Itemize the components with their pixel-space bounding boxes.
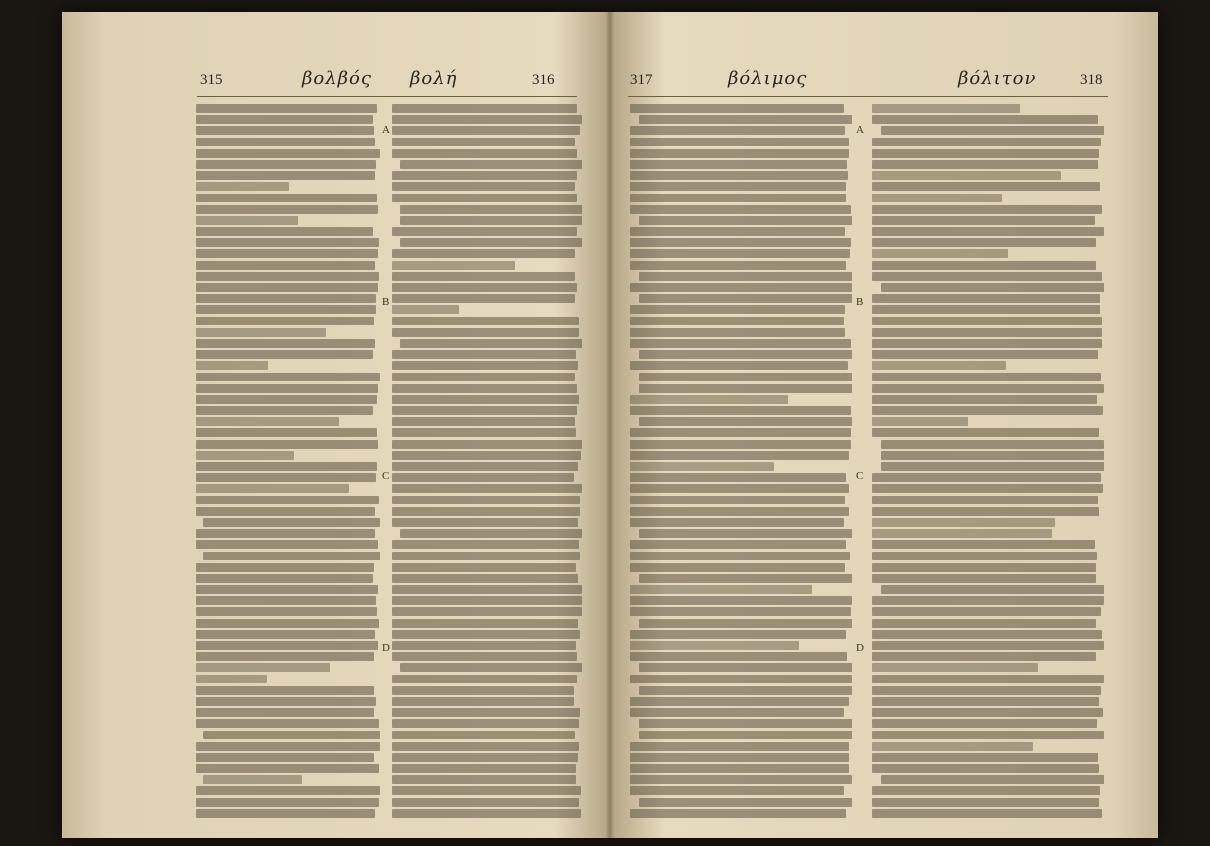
text-line xyxy=(196,596,376,605)
text-line xyxy=(392,149,577,158)
text-line xyxy=(630,406,851,415)
text-line xyxy=(872,473,1101,482)
text-line xyxy=(203,552,380,561)
headword: βόλιμος xyxy=(728,68,808,89)
text-line xyxy=(196,272,379,281)
text-line xyxy=(639,216,852,225)
text-line xyxy=(630,753,849,762)
text-line xyxy=(872,373,1101,382)
text-line xyxy=(392,227,577,236)
text-line xyxy=(630,462,774,471)
text-line xyxy=(196,294,376,303)
text-line xyxy=(392,574,578,583)
text-line xyxy=(630,473,846,482)
text-line xyxy=(196,283,378,292)
text-line xyxy=(630,428,851,437)
text-line xyxy=(196,809,375,818)
text-line xyxy=(196,507,375,516)
text-line xyxy=(630,652,847,661)
text-line xyxy=(196,384,378,393)
text-line xyxy=(196,719,379,728)
text-line xyxy=(196,663,330,672)
text-line xyxy=(872,417,968,426)
text-line xyxy=(872,305,1100,314)
text-line xyxy=(392,719,579,728)
text-line xyxy=(392,373,575,382)
text-line xyxy=(400,339,582,348)
column-marker: B xyxy=(856,296,864,308)
text-line xyxy=(872,216,1095,225)
text-line xyxy=(630,697,849,706)
text-line xyxy=(196,182,289,191)
column-marker: C xyxy=(382,470,390,482)
text-line xyxy=(872,317,1102,326)
text-line xyxy=(872,663,1038,672)
text-line xyxy=(196,630,375,639)
text-line xyxy=(392,126,580,135)
text-line xyxy=(196,104,377,113)
text-line xyxy=(196,484,349,493)
text-line xyxy=(392,115,582,124)
text-line xyxy=(392,675,577,684)
text-line xyxy=(196,742,380,751)
text-line xyxy=(630,775,852,784)
text-line xyxy=(196,574,373,583)
text-line xyxy=(639,619,852,628)
text-line xyxy=(392,809,581,818)
text-line xyxy=(196,798,379,807)
text-line xyxy=(630,507,849,516)
text-line xyxy=(400,160,582,169)
headword: βολβός xyxy=(302,68,372,89)
text-line xyxy=(630,261,846,270)
text-line xyxy=(630,361,848,370)
text-line xyxy=(392,283,577,292)
text-line xyxy=(630,283,852,292)
left-page xyxy=(62,12,602,838)
text-line xyxy=(872,619,1096,628)
text-line xyxy=(392,428,576,437)
text-line xyxy=(392,462,578,471)
text-line xyxy=(630,518,844,527)
text-line xyxy=(392,328,579,337)
text-line xyxy=(872,496,1098,505)
text-line xyxy=(392,384,577,393)
text-line xyxy=(196,227,373,236)
text-line xyxy=(392,753,578,762)
text-line xyxy=(630,182,846,191)
text-line xyxy=(630,395,788,404)
text-line xyxy=(196,339,375,348)
text-line xyxy=(392,104,577,113)
text-line xyxy=(392,350,576,359)
text-line xyxy=(630,540,846,549)
text-line xyxy=(392,294,575,303)
open-book xyxy=(62,12,1158,838)
text-line xyxy=(881,283,1104,292)
text-line xyxy=(630,339,851,348)
text-line xyxy=(392,473,574,482)
text-line xyxy=(392,507,580,516)
text-line xyxy=(872,518,1055,527)
text-line xyxy=(872,540,1095,549)
text-line xyxy=(872,719,1097,728)
text-line xyxy=(196,428,377,437)
text-column-left xyxy=(630,104,852,818)
text-line xyxy=(630,630,846,639)
text-line xyxy=(392,607,582,616)
text-line xyxy=(630,205,851,214)
text-line xyxy=(392,563,576,572)
text-line xyxy=(392,540,579,549)
text-line xyxy=(639,686,852,695)
text-line xyxy=(196,529,375,538)
text-line xyxy=(630,607,851,616)
text-line xyxy=(872,607,1101,616)
text-line xyxy=(392,518,578,527)
text-line xyxy=(630,708,844,717)
text-line xyxy=(872,205,1102,214)
text-line xyxy=(639,719,852,728)
text-line xyxy=(196,406,373,415)
text-line xyxy=(872,384,1104,393)
text-line xyxy=(196,238,379,247)
text-line xyxy=(872,529,1052,538)
text-line xyxy=(630,317,844,326)
text-column-right xyxy=(392,104,582,818)
text-line xyxy=(872,675,1104,684)
text-line xyxy=(392,406,577,415)
header-rule xyxy=(197,96,577,97)
text-line xyxy=(630,552,850,561)
text-line xyxy=(639,798,852,807)
text-line xyxy=(872,149,1099,158)
text-line xyxy=(872,630,1102,639)
text-line xyxy=(392,731,575,740)
text-line xyxy=(196,115,373,124)
column-marker: A xyxy=(382,124,390,136)
text-line xyxy=(392,261,515,270)
text-line xyxy=(872,194,1002,203)
text-line xyxy=(392,596,582,605)
text-line xyxy=(392,496,580,505)
text-line xyxy=(196,473,376,482)
text-line xyxy=(196,417,339,426)
text-line xyxy=(881,451,1104,460)
text-line xyxy=(630,305,845,314)
text-line xyxy=(881,775,1104,784)
text-line xyxy=(872,753,1098,762)
text-line xyxy=(630,764,849,773)
text-line xyxy=(400,663,582,672)
text-line xyxy=(196,350,373,359)
text-line xyxy=(639,384,852,393)
text-line xyxy=(196,686,374,695)
text-line xyxy=(630,496,845,505)
text-line xyxy=(196,194,377,203)
text-line xyxy=(392,798,579,807)
text-line xyxy=(400,216,582,225)
text-line xyxy=(400,238,582,247)
text-line xyxy=(392,686,574,695)
text-line xyxy=(203,731,380,740)
text-line xyxy=(196,585,378,594)
text-line xyxy=(872,160,1098,169)
text-line xyxy=(639,574,852,583)
text-line xyxy=(203,775,302,784)
text-line xyxy=(872,742,1033,751)
text-line xyxy=(196,652,374,661)
text-line xyxy=(392,417,575,426)
text-line xyxy=(872,484,1103,493)
text-line xyxy=(872,552,1097,561)
text-line xyxy=(196,126,374,135)
text-line xyxy=(872,249,1008,258)
text-line xyxy=(400,205,582,214)
text-line xyxy=(196,708,374,717)
page-number: 317 xyxy=(630,72,653,88)
headword: βολή xyxy=(410,68,458,89)
column-marker: A xyxy=(856,124,864,136)
text-line xyxy=(400,529,582,538)
text-line xyxy=(196,619,379,628)
text-line xyxy=(881,585,1104,594)
text-line xyxy=(392,786,581,795)
column-marker: B xyxy=(382,296,390,308)
text-line xyxy=(872,786,1100,795)
text-line xyxy=(392,194,577,203)
text-line xyxy=(630,104,844,113)
text-line xyxy=(196,395,377,404)
page-number: 316 xyxy=(532,72,555,88)
text-line xyxy=(392,630,580,639)
text-line xyxy=(872,272,1102,281)
text-line xyxy=(872,227,1104,236)
text-line xyxy=(639,350,852,359)
text-line xyxy=(872,563,1096,572)
text-line xyxy=(639,417,852,426)
column-marker: C xyxy=(856,470,864,482)
text-line xyxy=(872,641,1104,650)
text-line xyxy=(196,138,375,147)
text-line xyxy=(872,731,1104,740)
text-line xyxy=(630,563,845,572)
text-line xyxy=(872,104,1020,113)
text-line xyxy=(196,149,380,158)
text-line xyxy=(196,440,378,449)
text-line xyxy=(630,675,852,684)
text-line xyxy=(872,809,1102,818)
text-line xyxy=(630,440,851,449)
right-page xyxy=(618,12,1158,838)
text-line xyxy=(392,697,574,706)
page-number: 315 xyxy=(200,72,223,88)
right-page-header xyxy=(618,68,1158,96)
text-line xyxy=(392,764,576,773)
text-line xyxy=(630,641,799,650)
text-line xyxy=(392,708,580,717)
text-line xyxy=(872,428,1099,437)
text-line xyxy=(630,484,849,493)
text-line xyxy=(392,171,577,180)
text-line xyxy=(872,686,1101,695)
text-line xyxy=(392,641,576,650)
text-line xyxy=(881,462,1104,471)
text-line xyxy=(630,249,850,258)
text-line xyxy=(630,126,845,135)
text-line xyxy=(196,361,268,370)
text-line xyxy=(639,373,852,382)
text-line xyxy=(392,652,577,661)
text-line xyxy=(196,462,377,471)
text-line xyxy=(196,675,267,684)
left-page-header xyxy=(62,68,602,96)
text-line xyxy=(196,305,376,314)
text-column-right xyxy=(872,104,1104,818)
text-line xyxy=(196,607,377,616)
text-line xyxy=(639,294,852,303)
text-line xyxy=(196,373,380,382)
text-line xyxy=(630,451,849,460)
text-line xyxy=(392,395,579,404)
text-line xyxy=(196,764,379,773)
text-line xyxy=(392,585,582,594)
text-line xyxy=(196,317,374,326)
text-line xyxy=(881,126,1104,135)
text-line xyxy=(872,798,1099,807)
text-line xyxy=(196,641,378,650)
text-line xyxy=(872,697,1099,706)
text-line xyxy=(872,182,1100,191)
text-line xyxy=(196,160,376,169)
text-line xyxy=(196,697,376,706)
text-line xyxy=(196,786,380,795)
text-line xyxy=(872,261,1096,270)
text-line xyxy=(630,585,812,594)
text-line xyxy=(630,149,849,158)
text-line xyxy=(872,339,1102,348)
text-line xyxy=(392,552,580,561)
text-line xyxy=(392,484,582,493)
text-line xyxy=(196,540,378,549)
text-line xyxy=(392,440,582,449)
text-line xyxy=(639,663,852,672)
text-line xyxy=(196,261,375,270)
text-line xyxy=(872,406,1103,415)
text-line xyxy=(196,216,298,225)
text-line xyxy=(639,115,852,124)
page-number: 318 xyxy=(1080,72,1103,88)
text-line xyxy=(392,138,575,147)
text-line xyxy=(630,742,849,751)
text-line xyxy=(196,249,378,258)
text-line xyxy=(872,764,1099,773)
text-line xyxy=(392,317,579,326)
text-line xyxy=(630,138,849,147)
text-line xyxy=(639,272,852,281)
text-line xyxy=(872,350,1098,359)
text-column-left xyxy=(196,104,380,818)
text-line xyxy=(630,328,845,337)
text-line xyxy=(630,227,845,236)
column-marker: D xyxy=(382,642,390,654)
text-line xyxy=(392,451,581,460)
text-line xyxy=(872,328,1102,337)
headword: βόλιτον xyxy=(958,68,1037,89)
text-line xyxy=(872,361,1006,370)
text-line xyxy=(872,652,1096,661)
text-line xyxy=(196,328,326,337)
text-line xyxy=(392,182,575,191)
text-line xyxy=(196,205,378,214)
text-line xyxy=(630,238,851,247)
text-line xyxy=(639,529,852,538)
header-rule xyxy=(628,96,1108,97)
text-line xyxy=(630,809,846,818)
text-line xyxy=(392,272,575,281)
text-line xyxy=(196,496,379,505)
text-line xyxy=(196,451,294,460)
text-line xyxy=(872,294,1100,303)
text-line xyxy=(639,731,852,740)
text-line xyxy=(872,138,1101,147)
text-line xyxy=(630,596,852,605)
text-line xyxy=(872,596,1104,605)
text-line xyxy=(392,249,575,258)
text-line xyxy=(872,395,1097,404)
text-line xyxy=(872,115,1098,124)
text-line xyxy=(872,238,1096,247)
text-line xyxy=(881,440,1104,449)
text-line xyxy=(392,775,576,784)
column-marker: D xyxy=(856,642,864,654)
text-line xyxy=(196,171,375,180)
text-line xyxy=(196,563,374,572)
text-line xyxy=(630,160,847,169)
text-line xyxy=(630,786,844,795)
text-line xyxy=(196,753,374,762)
text-line xyxy=(872,507,1099,516)
text-line xyxy=(392,619,578,628)
text-line xyxy=(630,194,846,203)
text-line xyxy=(872,574,1096,583)
text-line xyxy=(872,171,1061,180)
text-line xyxy=(392,361,578,370)
text-line xyxy=(392,305,459,314)
text-line xyxy=(392,742,579,751)
text-line xyxy=(630,171,848,180)
text-line xyxy=(872,708,1103,717)
text-line xyxy=(203,518,380,527)
